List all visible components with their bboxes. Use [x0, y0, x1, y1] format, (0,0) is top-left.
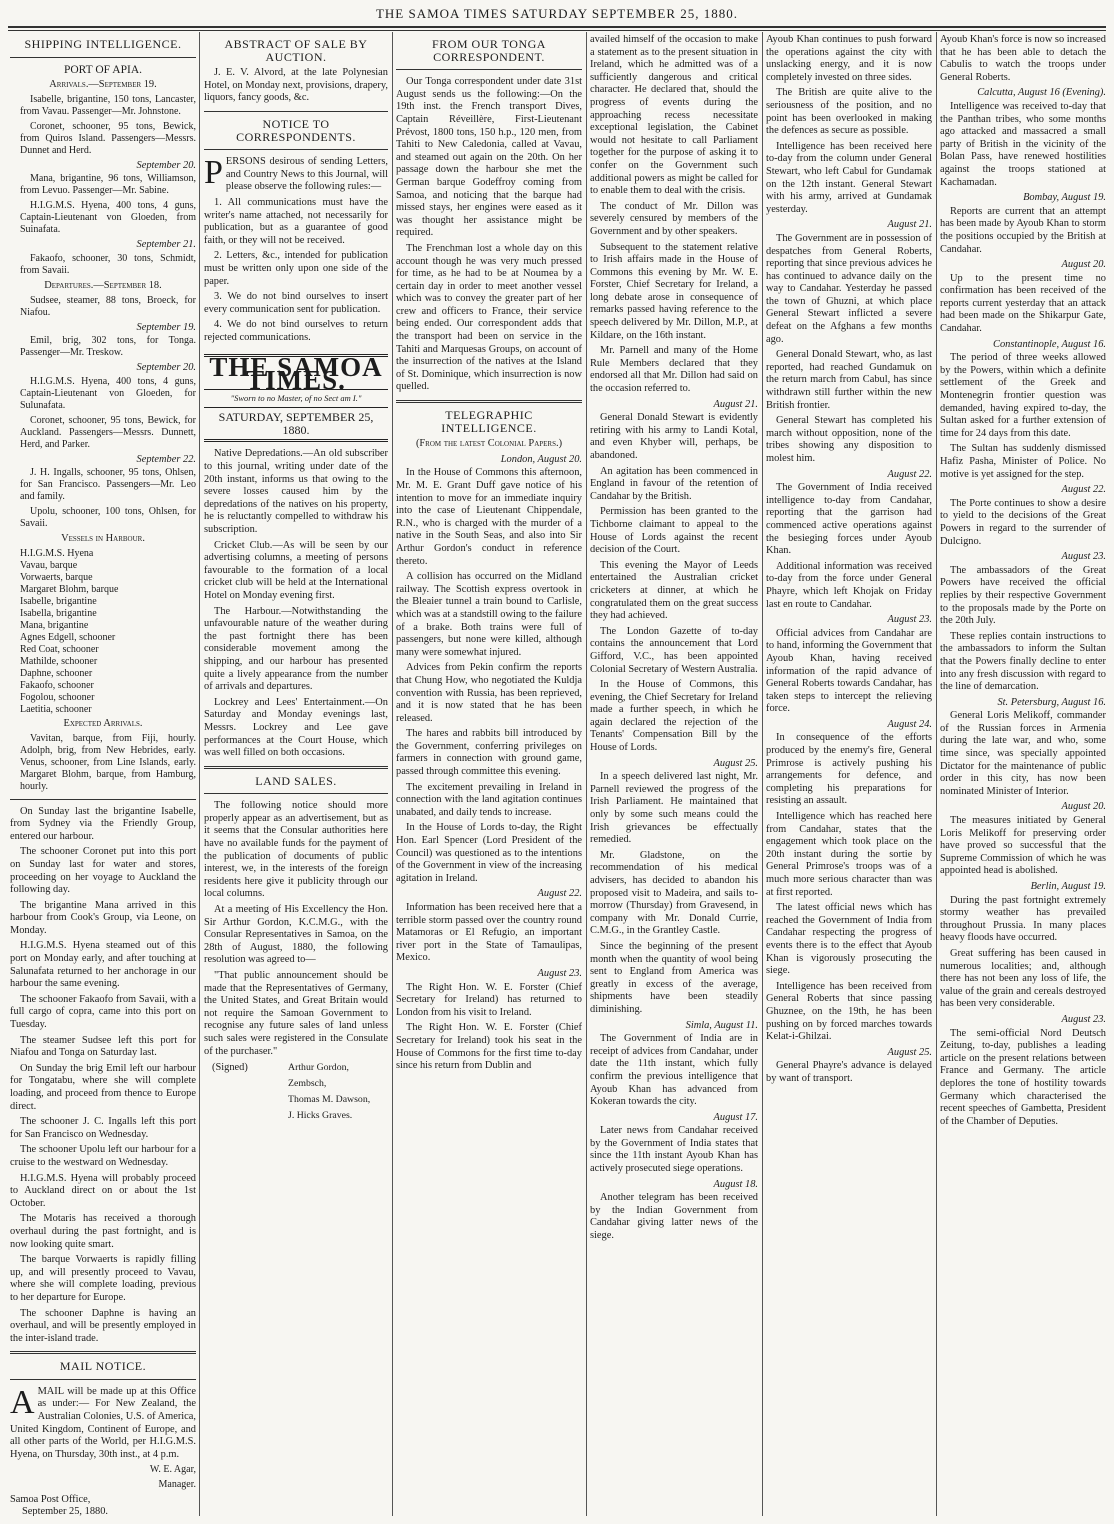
notice-rule: 3. We do not bind ourselves to insert every communication sent for publication.	[204, 291, 388, 315]
mail-signature: W. E. Agar,	[149, 1464, 196, 1476]
port-heading: PORT OF APIA.	[63, 63, 143, 76]
news-paragraph: In the House of Commons, this evening, the Chief Secretary for Ireland made a further speech, in which he again declared the rejection of the Tenants' Compensation Bill by the House of Lords.	[590, 679, 758, 754]
news-paragraph: The steamer Sudsee left this port for Niafou and Tonga on Saturday last.	[10, 1034, 196, 1059]
news-paragraph: In the House of Commons this afternoon, Mr. M. E. Grant Duff gave notice of his intention to move for an immediate inquiry into the case of Lieutenant Chippendale, R.N., who is charged with the murder of a native in the South Seas, and also into Sir Arthur Gordon's conduct in reference thereto.	[396, 467, 582, 567]
issue-date: SATURDAY, SEPTEMBER 25, 1880.	[204, 407, 388, 442]
news-paragraph: Ayoub Khan's force is now so increased that he has been able to detach the Cabulis to watch the troops under General Roberts.	[940, 34, 1106, 83]
arrival-entry: Isabelle, brigantine, 150 tons, Lancaster, from Vavau. Passenger—Mr. Johnstone.	[20, 93, 196, 117]
news-paragraph: In the House of Lords to-day, the Right Hon. Earl Spencer (Lord President of the Council) was questioned as to the intentions of the Government in view of the increasing agitation in Ireland.	[396, 822, 582, 884]
harbour-vessel: H.I.G.M.S. Hyena	[20, 547, 94, 559]
harbour-list	[10, 548, 196, 716]
news-paragraph: availed himself of the occasion to make a statement as to the present situation in Ireland, which he admitted was of a sufficiently dangerous and critical character. He declared that, should the progress of events during the approaching recess necessitate exceptional legislation, the Cabinet would not hesitate to call Parliament together for the purpose of asking it to confer on the Government such additional powers as might be called for to enable them to deal with the crisis.	[590, 34, 758, 197]
harbour-vessel: Mana, brigantine	[20, 619, 89, 631]
news-paragraph: Since the beginning of the present month when the quantity of wool being sent to England from America was greatly in excess of the average, shipments have been steadily diminishing.	[590, 940, 758, 1015]
news-paragraph: Additional information was received to-day from the force under General Phayre, which left Khojak on Friday last en route to Candahar.	[766, 560, 932, 610]
article-paragraph: The Harbour.—Notwithstanding the unfavourable nature of the weather during the past fortnight there has been considerable movement among the shipping, and our harbour has presented quite a lively appearance from the number of arrivals and departures.	[204, 605, 388, 693]
news-paragraph: Advices from Pekin confirm the reports that Chung How, who negotiated the Kuldja convention with Russia, has been reprieved, and it is now stated that he has been released.	[396, 662, 582, 724]
departure-entry: H.I.G.M.S. Hyena, 400 tons, 4 guns, Captain-Lieutenant von Gloeden, for Sulunafata.	[20, 375, 196, 411]
land-paragraph: The following notice should more properly appear as an advertisement, but as it seems that the Consular authorities here have no available funds for the payment of the publication of documents of public interest, we, in the interests of the foreign residents here give it publicity through our local columns.	[204, 800, 388, 900]
masthead: THE SAMOA TIMES.	[204, 354, 388, 389]
column-2	[204, 34, 388, 1516]
notice-rule: 2. Letters, &c., intended for publication must be written only upon one side of the paper.	[204, 250, 388, 287]
news-paragraph: An agitation has been commenced in England in favour of the retention of Candahar by the British.	[590, 465, 758, 502]
news-paragraph: The Sultan has suddenly dismissed Hafiz Pasha, Minister of Police. No motive is yet assigned for the step.	[940, 443, 1106, 480]
dateline: August 20.	[1061, 801, 1106, 813]
dateline: St. Petersburg, August 16.	[997, 696, 1106, 708]
news-paragraph: In a speech delivered last night, Mr. Parnell reviewed the progress of the Irish Parliament. He maintained that only by some such means could the Irish grievances be effectually remedied.	[590, 771, 758, 846]
arrival-entry: Coronet, schooner, 95 tons, Bewick, from Quiros Island. Passengers—Messrs. Dunnet and Herd.	[20, 120, 196, 156]
harbour-vessel: Mathilde, schooner	[20, 655, 98, 667]
departure-entry: Emil, brig, 302 tons, for Tonga. Passenger—Mr. Treskow.	[20, 335, 196, 359]
dateline: Bombay, August 19.	[1023, 192, 1106, 204]
dateline: August 22.	[887, 468, 932, 480]
departure-entry: Coronet, schooner, 95 tons, Bewick, for Auckland. Passengers—Messrs. Dunnett, Herd, and Parker.	[20, 414, 196, 450]
news-paragraph: The schooner Daphne is having an overhaul, and will be presently employed in the inter-island trade.	[10, 1307, 196, 1344]
notice-rule: 1. All communications must have the writer's name attached, not necessarily for publication, but as a guarantee of good faith, or they will not be received.	[204, 196, 388, 246]
column-4	[590, 34, 758, 1516]
motto: "Sworn to no Master, of no Sect am I."	[230, 392, 362, 403]
departure-date: September 22.	[136, 453, 196, 465]
arrivals-heading: Arrivals.—September 19.	[49, 79, 157, 91]
news-paragraph: The schooner J. C. Ingalls left this port for San Francisco on Wednesday.	[10, 1116, 196, 1140]
news-paragraph: The schooner Upolu left our harbour for a cruise to the westward on Wednesday.	[10, 1144, 196, 1168]
tonga-paragraph: The Frenchman lost a whole day on this account though he was very much pressed for time, as he had to be at Noumea by a certain day in order to meet another vessel which was to convey the greater part of her crew and officers to France, their service being ended. Our correspondent adds that the transport had been on service in the Tahiti and Marquesas Groups, on account of the insurrection of the natives at the Island of St. Dominique, which insurrection is now quelled.	[396, 242, 582, 393]
news-paragraph: Permission has been granted to the Tichborne claimant to appeal to the House of Lords against the recent decision of the Court.	[590, 506, 758, 556]
news-paragraph: H.I.G.M.S. Hyena steamed out of this port on Monday early, and after touching at Salunafata returned to her anchorage in our harbour the same evening.	[10, 940, 196, 990]
news-paragraph: Intelligence was received to-day that the Panthan tribes, who some months ago attacked and massacred a small party of British in the vicinity of the Bolan Pass, have renewed hostilities against the troops stationed at Kachamadan.	[940, 100, 1106, 188]
harbour-vessel: Agnes Edgell, schooner	[20, 631, 116, 643]
dateline: Constantinople, August 16.	[993, 338, 1106, 350]
news-paragraph: Ayoub Khan continues to push forward the operations against the city with unslacking energy, and it is now completely invested on three sides.	[766, 34, 932, 83]
dateline: August 17.	[713, 1111, 758, 1123]
news-paragraph: On Sunday the brig Emil left our harbour for Tongatabu, where she will complete loading, and proceed from thence to Europe direct.	[10, 1062, 196, 1112]
news-paragraph: The latest official news which has reached the Government of India from Candahar respecting the progress of events there is to the effect that Ayoub Khan is vigorously prosecuting the siege.	[766, 902, 932, 977]
telegraphic-heading: TELEGRAPHIC INTELLIGENCE.	[441, 408, 537, 435]
article-paragraph: Lockrey and Lees' Entertainment.—On Saturday and Monday evenings last, Messrs. Lockrey and Lee gave performances at the Court House, which was well filled on both occasions.	[204, 696, 388, 759]
news-paragraph: The hares and rabbits bill introduced by the Government, conferring privileges on farmers in connection with ground game, passed through committee this evening.	[396, 728, 582, 778]
news-paragraph: The barque Vorwaerts is rapidly filling up, and will presently proceed to Vavau, where she will complete loading, previous to her departure for Europe.	[10, 1254, 196, 1303]
departure-entry: Sudsee, steamer, 88 tons, Broeck, for Niafou.	[20, 294, 196, 318]
news-paragraph: The Government of India received intelligence to-day from Candahar, reporting that the garrison had commenced active operations against the besieging forces under Ayoub Khan.	[766, 482, 932, 557]
dateline: August 18.	[713, 1178, 758, 1190]
column-5	[766, 34, 932, 1516]
harbour-vessel: Daphne, schooner	[20, 667, 93, 679]
column-rule	[936, 32, 937, 1516]
news-paragraph: During the past fortnight extremely stormy weather has prevailed throughout Prussia. In many places heavy floods have occurred.	[940, 894, 1106, 944]
harbour-vessel: Isabelle, brigantine	[20, 595, 97, 607]
signatures	[204, 1062, 388, 1122]
notice-heading: NOTICE TO CORRESPONDENTS.	[236, 116, 356, 144]
article-paragraph: Cricket Club.—As will be seen by our advertising columns, a meeting of persons favourable to the formation of a local cricket club will be held at the International Hotel on Monday evening first.	[204, 539, 388, 601]
column-rule	[392, 32, 393, 1516]
arrival-entry: H.I.G.M.S. Hyena, 400 tons, 4 guns, Captain-Lieutenant von Gloeden, from Suinafata.	[20, 200, 196, 236]
arrival-date: September 21.	[136, 239, 196, 251]
news-paragraph: General Donald Stewart, who, as last reported, had reached Gundamuk on the return march from Cabul, has since withdrawn still further within the new British frontier.	[766, 349, 932, 411]
dateline: August 23.	[1061, 1013, 1106, 1025]
harbour-heading: Vessels in Harbour.	[61, 533, 145, 545]
news-paragraph: The British are quite alive to the seriousness of the position, and no point has been overlooked in making the defences as secure as possible.	[766, 87, 932, 137]
column-rule	[762, 32, 763, 1516]
news-paragraph: The schooner Coronet put into this port on Sunday last for water and stores, proceeding on her voyage to Auckland the following day.	[10, 846, 196, 896]
news-paragraph: The schooner Fakaofo from Savaii, with a full cargo of copra, came into this port on Tuesday.	[10, 993, 196, 1031]
news-paragraph: On Sunday last the brigantine Isabelle, from Sydney via the Friendly Group, entered our harbour.	[10, 805, 196, 842]
harbour-vessel: Laetitia, schooner	[20, 703, 92, 715]
auction-heading: ABSTRACT OF SALE BY AUCTION.	[224, 37, 368, 64]
news-paragraph: The Motaris has received a thorough overhaul during the past fortnight, and is now looking quite smart.	[10, 1213, 196, 1250]
notice-dropcap: P	[204, 154, 223, 192]
dateline: August 24.	[887, 718, 932, 730]
harbour-vessel: Fogolou, schooner	[20, 691, 95, 703]
news-paragraph: The conduct of Mr. Dillon was severely censured by members of the Government and by other speakers.	[590, 200, 758, 237]
notice-rule: 4. We do not bind ourselves to return rejected communications.	[204, 319, 388, 343]
news-paragraph: The Right Hon. W. E. Forster (Chief Secretary for Ireland) took his seat in the House of Commons for the first time to-day since his return from Dublin and	[396, 1022, 582, 1072]
signer: Zembsch,	[288, 1078, 327, 1090]
article-paragraph: Native Depredations.—An old subscriber to this journal, writing under date of the 20th instant, informs us that owing to the severe losses caused him by the depredations of the natives on his property, he is reluctantly compelled to withdraw his subscription.	[204, 448, 388, 535]
column-3	[396, 34, 582, 1516]
harbour-vessel: Red Coat, schooner	[20, 643, 99, 655]
land-paragraph: "That public announcement should be made that the Representatives of Germany, the United States, and Great Britain would not require the Samoan Government to recognise any future sales of land unless such sales were registered in the Consulate of the purchaser."	[204, 970, 388, 1057]
mail-office: Samoa Post Office,	[10, 1493, 91, 1505]
harbour-vessel: Fakaofo, schooner	[20, 679, 94, 691]
arrival-entry: Fakaofo, schooner, 30 tons, Schmidt, from Savaii.	[20, 252, 196, 276]
news-paragraph: Information has been received here that a terrible storm passed over the country round Matamoras or El Refugio, an important river port in the State of Tamaulipas, Mexico.	[396, 902, 582, 964]
news-paragraph: Intelligence has been received here to-day from the column under General Stewart, who left Cabul for Gundamak on the 12th instant. General Stewart with his army, arrived at Gundamak yesterday.	[766, 140, 932, 215]
news-paragraph: In consequence of the efforts produced by the enemy's fire, General Primrose is actively pushing his arrangements for defence, and completing his preparations for resisting an assault.	[766, 732, 932, 807]
dateline: August 20.	[1061, 259, 1106, 271]
auction-text: J. E. V. Alvord, at the late Polynesian Hotel, on Monday next, provisions, drapery, liquors, fancy goods, &c.	[204, 67, 388, 104]
departure-entry: J. H. Ingalls, schooner, 95 tons, Ohlsen, for San Francisco. Passengers—Mr. Leo and family.	[20, 467, 196, 503]
news-paragraph: Official advices from Candahar are to hand, informing the Government that Ayoub Khan, having received information of the rapid advance of General Roberts towards Candahar, has taken steps to intercept the relieving force.	[766, 627, 932, 715]
news-paragraph: Intelligence has been received from General Roberts that since passing Ghuznee, on the 19th, he has been pushing on by forced marches towards Kelat-i-Ghilzai.	[766, 980, 932, 1043]
departures-heading: Departures.—September 18.	[44, 279, 162, 291]
column-6	[940, 34, 1106, 1516]
harbour-vessel: Isabella, brigantine	[20, 607, 97, 619]
signer: Arthur Gordon,	[288, 1062, 349, 1074]
news-paragraph: This evening the Mayor of Leeds entertained the Australian cricket cricketers at dinner, at which he congratulated them on the great success they had achieved.	[590, 559, 758, 622]
harbour-vessel: Margaret Blohm, barque	[20, 583, 119, 595]
dateline: August 22.	[1061, 484, 1106, 496]
news-paragraph: Mr. Gladstone, on the recommendation of his medical advisers, has decided to abandon his proposed visit to Madeira, and sails to-morrow (Thursday) from Gravesend, in company with Mr. Donald Currie, C.M.G., in the Grantley Castle.	[590, 849, 758, 937]
news-paragraph: A collision has occurred on the Midland railway. The Scottish express overtook in the Bleaier tunnel a train bound to Carlisle, which was at a standstill owing to the failure of a brake. Both trains were full of passengers, but none were killed, although many were somewhat injured.	[396, 571, 582, 658]
news-paragraph: General Phayre's advance is delayed by want of transport.	[766, 1060, 932, 1084]
news-paragraph: The London Gazette of to-day contains the announcement that Lord Gifford, V.C., has been appointed Colonial Secretary of Western Australia.	[590, 625, 758, 675]
tonga-paragraph: Our Tonga correspondent under date 31st August sends us the following:—On the 19th inst. the French transport Dives, Captain Réveillère, First-Lieutenant Prévost, 1800 tons, 150 h.p., 120 men, from Tahiti to New Caledonia, called at Vavau, and steamed out again on the 20th. On her passage down the harbour she met the German barque Godeffroy coming from Samoa, and noticing that the barque had missed stays, her engines were eased as it was thought her assistance might be required.	[396, 76, 582, 239]
telegraphic-subheading: (From the latest Colonial Papers.)	[415, 438, 563, 450]
news-paragraph: The brigantine Mana arrived in this harbour from Cook's Group, via Leone, on Monday.	[10, 899, 196, 936]
arrival-entry: Mana, brigantine, 96 tons, Williamson, from Levuo. Passenger—Mr. Sabine.	[20, 173, 196, 197]
tonga-heading: FROM OUR TONGA CORRESPONDENT.	[432, 37, 546, 64]
news-paragraph: General Loris Melikoff, commander of the Russian forces in Armenia during the late war, and who, some time since, was specially appointed Dictator for the maintenance of public order in this city, has now been nominated Minister of Interior.	[940, 710, 1106, 797]
dateline: August 25.	[713, 757, 758, 769]
land-sales-heading: LAND SALES.	[255, 773, 337, 788]
harbour-vessel: Vorwaerts, barque	[20, 571, 93, 583]
news-paragraph: The period of three weeks allowed by the Powers, within which a definite settlement of the Greek and Montenegrin frontier question was demanded, having expired to-day, the Sultan asked for a further extension of time for 24 days from this date.	[940, 352, 1106, 439]
dateline: August 21.	[887, 219, 932, 231]
news-paragraph: The ambassadors of the Great Powers have received the official replies by their respective Government to the proposals made by the Porte on the 20th July.	[940, 564, 1106, 627]
news-paragraph: Great suffering has been caused in numerous localities; and, although there has not been any loss of life, the value of the grain and cereals destroyed has been very considerable.	[940, 947, 1106, 1010]
dateline: Simla, August 11.	[685, 1019, 758, 1031]
dateline: Berlin, August 19.	[1030, 881, 1106, 892]
news-paragraph: The excitement prevailing in Ireland in connection with the land agitation continues unabated, and daily tends to increase.	[396, 781, 582, 818]
dateline: Calcutta, August 16 (Evening).	[977, 87, 1106, 99]
news-paragraph: Subsequent to the statement relative to Irish affairs made in the House of Commons this evening by Mr. W. E. Forster, Chief Secretary for Ireland, a long debate arose in consequence of remarks passed having reference to the speech delivered by Mr. Dillon, M.P., at Kildare, on the 16th instant.	[590, 241, 758, 341]
news-paragraph: The Porte continues to show a desire to yield to the decisions of the Great Powers in regard to the surrender of Dulcigno.	[940, 497, 1106, 547]
news-paragraph: General Donald Stewart is evidently retiring with his army to Landi Kotal, and even Khyber will, perhaps, be abandoned.	[590, 412, 758, 461]
expected-text: Vavitan, barque, from Fiji, hourly. Adolph, brig, from New Hebrides, early. Venus, schooner, from Line Islands, early. Margaret Blohm, barque, from Hamburg, hourly.	[20, 732, 196, 792]
mail-notice-text: AMAIL will be made up at this Office as under:— For New Zealand, the Australian Colonies, U.S. of America, United Kingdom, Continent of Europe, and all other parts of the World, per H.I.G.M.S. Hyena, on Thursday, 30th inst., at 4 p.m.	[10, 1383, 196, 1460]
news-paragraph: Reports are current that an attempt has been made by Ayoub Khan to storm the positions occupied by the British at Candahar.	[940, 205, 1106, 255]
running-head: THE SAMOA TIMES SATURDAY SEPTEMBER 25, 1880.	[375, 6, 739, 21]
mail-notice-heading: MAIL NOTICE.	[59, 1359, 147, 1374]
departure-entry: Upolu, schooner, 100 tons, Ohlsen, for Savaii.	[20, 506, 196, 530]
news-paragraph: The Government of India are in receipt of advices from Candahar, under date the 11th instant, which fully confirm the previous intelligence that Ayoub Khan has advanced from Kokeran towards the city.	[590, 1033, 758, 1108]
dateline: August 23.	[887, 614, 932, 626]
dateline: London, August 20.	[500, 453, 582, 465]
notice-intro: PERSONS desirous of sending Letters, and Country News to this Journal, will please observe the following rules:—	[204, 154, 388, 193]
news-paragraph: H.I.G.M.S. Hyena will probably proceed to Auckland direct on or about the 1st October.	[10, 1172, 196, 1209]
news-paragraph: Mr. Parnell and many of the Home Rule Members declared that they endorsed all that Mr. Dillon had said on the occasion referred to.	[590, 345, 758, 395]
news-paragraph: Another telegram has been received by the Indian Government from Candahar giving latter news of the siege.	[590, 1192, 758, 1242]
signed-label: (Signed)	[212, 1062, 248, 1074]
mail-role: Manager.	[158, 1479, 196, 1491]
dateline: August 22.	[537, 888, 582, 900]
harbour-vessel: Vavau, barque	[20, 559, 78, 571]
dateline: August 25.	[887, 1046, 932, 1058]
signer: Thomas M. Dawson,	[288, 1094, 371, 1106]
news-paragraph: Up to the present time no confirmation has been received of the reports current yesterday that an attack had been made on the Shikarpur Gate, Candahar.	[940, 272, 1106, 335]
column-1	[10, 34, 196, 1516]
news-paragraph: General Stewart has completed his march without opposition, none of the tribes showing any disposition to molest him.	[766, 415, 932, 464]
land-paragraph: At a meeting of His Excellency the Hon. Sir Arthur Gordon, K.C.M.G., with the Consular Representatives in Samoa, on the 28th of August, 1880, the following resolution was agreed to—	[204, 904, 388, 966]
news-paragraph: The Government are in possession of despatches from General Roberts, reporting that since previous advices he has continued to advance daily on the way to Candahar. Yesterday he passed the town of Ghuzni, at which place General Stewart inflicted a severe defeat on the Afghans a few months ago.	[766, 232, 932, 345]
dateline: August 21.	[713, 398, 758, 410]
mail-dropcap: A	[10, 1383, 35, 1421]
departure-date: September 19.	[136, 321, 196, 333]
expected-heading: Expected Arrivals.	[63, 717, 143, 729]
news-paragraph: Intelligence which has reached here from Candahar, states that the engagement which took place on the 20th instant during the sortie by General Primrose's troops was of a much more serious character than was at first reported.	[766, 811, 932, 898]
column-rule	[586, 32, 587, 1516]
column-rule	[199, 32, 200, 1516]
news-paragraph: These replies contain instructions to the ambassadors to inform the Sultan that the Powers finally decline to enter into any fresh discussion with regard to the line of demarcation.	[940, 630, 1106, 693]
dateline: August 23.	[1061, 551, 1106, 563]
news-paragraph: The measures initiated by General Loris Melikoff for preserving order have proved so successful that the Supreme Commission of which he was appointed head is abolished.	[940, 815, 1106, 877]
news-paragraph: The semi-official Nord Deutsch Zeitung, to-day, publishes a leading article on the present relations between France and Germany. The article deplores the tone of hostility towards Germany which characterised the recent speeches of Gambetta, President of the Chamber of Deputies.	[940, 1027, 1106, 1127]
mail-date: September 25, 1880.	[22, 1506, 108, 1516]
shipping-heading: SHIPPING INTELLIGENCE.	[24, 37, 182, 51]
news-paragraph: Later news from Candahar received by the Government of India states that since the 11th instant Ayoub Khan has actively prosecuted siege operations.	[590, 1125, 758, 1175]
dateline: August 23.	[537, 967, 582, 979]
departure-date: September 20.	[136, 362, 196, 374]
header-rule	[8, 26, 1106, 31]
arrival-date: September 20.	[136, 159, 196, 171]
news-paragraph: The Right Hon. W. E. Forster (Chief Secretary for Ireland) has returned to London from his visit to Ireland.	[396, 981, 582, 1018]
signer: J. Hicks Graves.	[288, 1110, 353, 1122]
